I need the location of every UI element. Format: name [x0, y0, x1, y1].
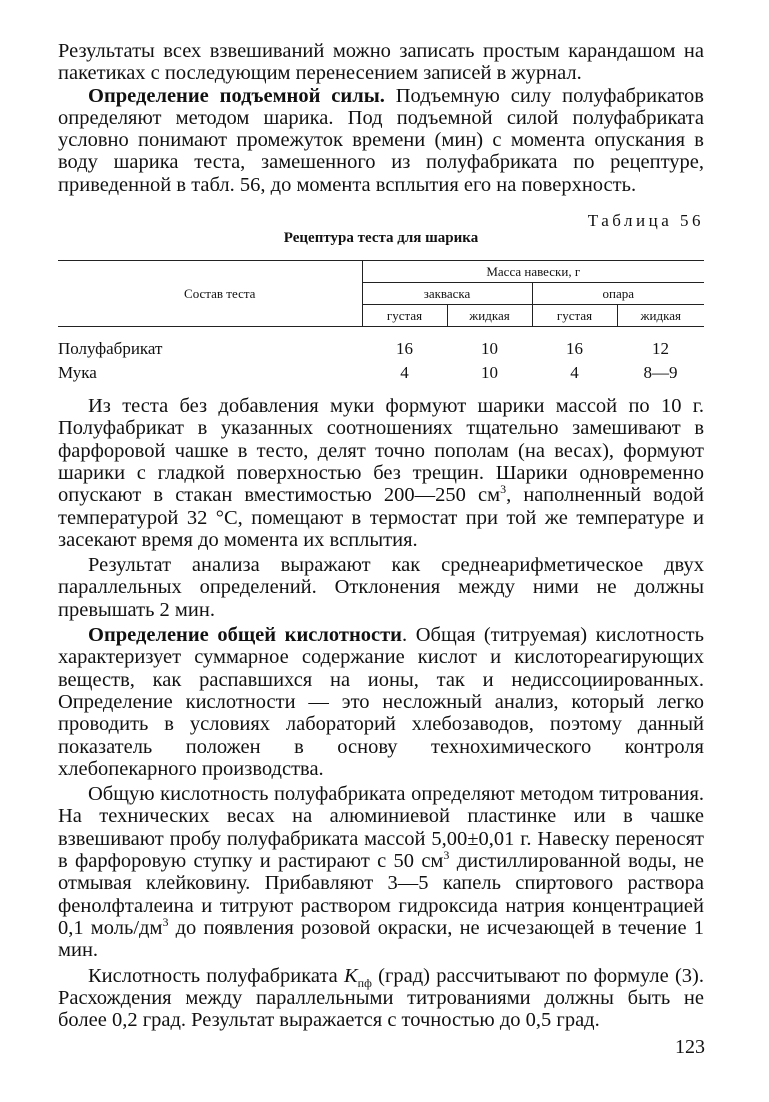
superscript-3: 3 [162, 915, 169, 930]
header-zakvaska: закваска [362, 283, 532, 305]
titration-text-b: дистиллированной воды, не отмывая клейковину. Прибавляют 3—5 капель спиртового раствора фенолфталеина и титруют раствором гидроксида натрия концентрацией 0,1 моль/дм [58, 850, 705, 939]
paragraph-weighing-notes: Результаты всех взвешиваний можно записать простым карандашом на пакетиках с последующим перенесением записей в журнал. [58, 40, 704, 85]
paragraph-formula [58, 965, 704, 1032]
superscript-3: 3 [443, 848, 450, 863]
symbol-k: К [344, 964, 358, 987]
header-opara: опара [532, 283, 704, 305]
cell-value: 12 [652, 339, 669, 359]
recipe-table [58, 260, 704, 385]
paragraph-result: Результат анализа выражают как среднеарифметическое двух параллельных определений. Отклонения между ними не должны превышать 2 мин. [58, 554, 704, 621]
formula-text-b: (град) рассчитывают по формуле (3). Расхождения между параллельными титрованиями должны быть не более 0,2 град. Результат выражается с точностью до 0,5 град. [58, 964, 705, 1032]
table-row [58, 327, 704, 362]
cell-value: 16 [396, 339, 413, 359]
header-composition: Состав теста [58, 261, 362, 327]
row-name: Мука [58, 363, 97, 383]
header-zakvaska-zhidkaya: жидкая [447, 305, 532, 327]
cell-value: 10 [481, 339, 498, 359]
page-number: 123 [675, 1036, 705, 1058]
table-number: Таблица 56 [587, 211, 704, 231]
paragraph-acidity [58, 624, 704, 780]
header-zakvaska-gustaya: густая [362, 305, 447, 327]
table-row [58, 361, 704, 385]
row-name: Полуфабрикат [58, 339, 163, 359]
ball-forming-text-b: , наполненный водой температурой 32 °С, помещают в термостат при той же температуре и засекают время до момента их всплытия. [58, 484, 704, 551]
paragraph-titration [58, 783, 704, 961]
header-opara-gustaya: густая [532, 305, 617, 327]
formula-text-a: Кислотность полуфабриката [88, 964, 345, 987]
cell-value: 4 [400, 363, 409, 383]
ball-forming-text-a: Из теста без добавления муки формуют шарики массой по 10 г. Полуфабрикат в указанных соотношениях тщательно замешивают в фарфоровой чашке в тесто, делят точно пополам (на весах), формуют шарики с гладкой поверхностью без трещин. Шарики одновременно опускают в стакан вместимостью 200—250 см [58, 395, 704, 507]
superscript-3: 3 [500, 482, 507, 497]
subscript-pf: пф [357, 975, 372, 990]
heading-lifting-force: Определение подъемной силы. [88, 84, 385, 107]
titration-text-c: до появления розовой окраски, не исчезающей в течение 1 мин. [58, 916, 704, 962]
page-body [58, 40, 704, 1031]
table-title: Рецептура теста для шарика [283, 230, 479, 247]
paragraph-ball-forming [58, 395, 704, 551]
lifting-force-text: Подъемную силу полуфабрикатов определяют методом шарика. Под подъемной силой полуфабриката условно понимают промежуток времени (мин) с момента опускания в воду шарика теста, замешенного из полуфабриката по рецептуре, приведенной в табл. 56, до момента всплытия его на поверхность. [58, 84, 704, 196]
header-mass: Масса навески, г [362, 261, 704, 283]
cell-value: 8—9 [643, 363, 678, 383]
acidity-text: . Общая (титруемая) кислотность характеризует суммарное содержание кислот и кислотореагирующих веществ, как распавшихся на ионы, так и недиссоциированных. Определение кислотности — это несложный анализ, который легко проводить в условиях лабораторий хлебозаводов, поэтому данный показатель положен в основу технохимического контроля хлебопекарного производства. [58, 624, 704, 780]
heading-acidity: Определение общей кислотности [88, 624, 402, 647]
cell-value: 10 [481, 363, 498, 383]
titration-text-a: Общую кислотность полуфабриката определяют методом титрования. На технических весах на алюминиевой пластинке или в чашке взвешивают пробу полуфабриката массой 5,00±0,01 г. Навеску переносят в фарфоровую ступку и растирают с 50 см [58, 783, 704, 873]
header-opara-zhidkaya: жидкая [617, 305, 704, 327]
cell-value: 4 [570, 363, 579, 383]
cell-value: 16 [566, 339, 583, 359]
paragraph-lifting-force [58, 85, 704, 196]
